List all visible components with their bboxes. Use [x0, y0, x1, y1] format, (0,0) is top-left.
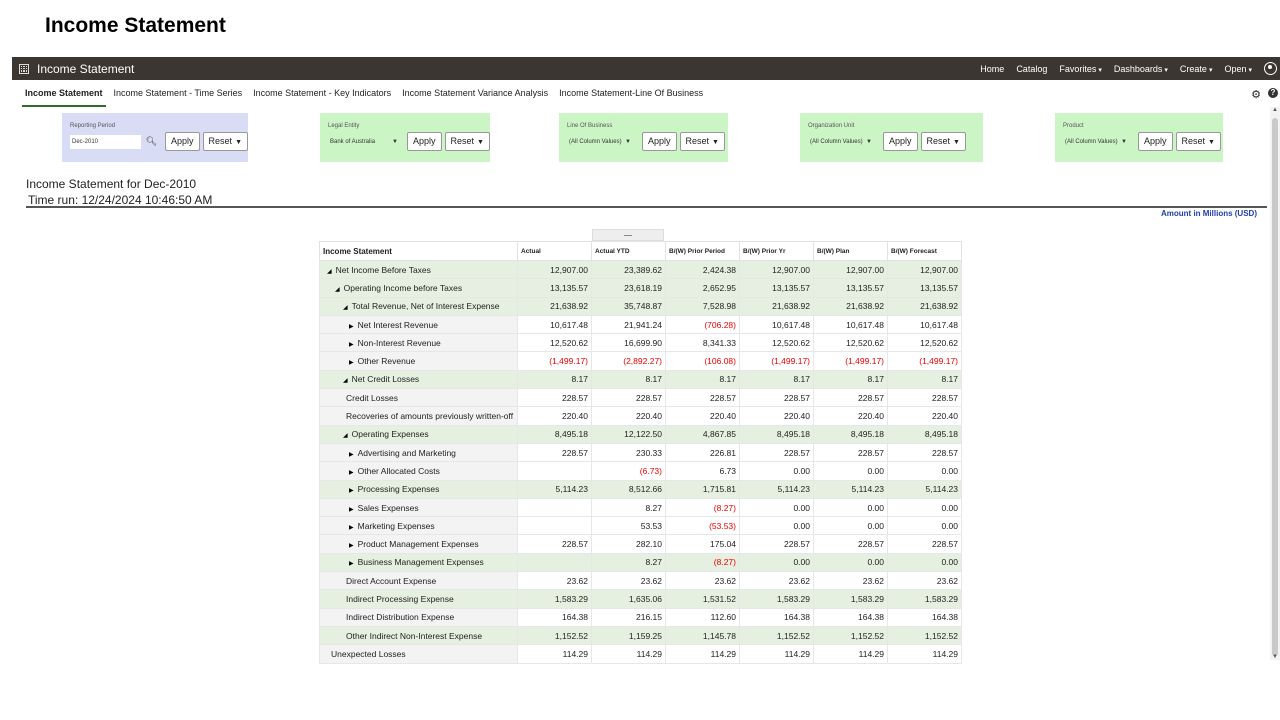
table-cell: 23,618.19: [592, 279, 666, 297]
table-cell: (8.27): [666, 553, 740, 571]
table-cell: 35,748.87: [592, 297, 666, 315]
table-cell: 114.29: [814, 645, 888, 663]
table-cell: (1,499.17): [518, 352, 592, 370]
table-cell: 220.40: [666, 407, 740, 425]
expand-icon[interactable]: ▶: [349, 543, 354, 550]
search-icon[interactable]: 🔍︎: [145, 136, 158, 146]
table-row: [320, 407, 962, 425]
table-cell: 23.62: [740, 572, 814, 590]
column-header[interactable]: Actual YTD: [592, 242, 666, 261]
table-cell: 1,583.29: [740, 590, 814, 608]
table-row: [320, 498, 962, 516]
table-cell: 8,495.18: [814, 425, 888, 443]
table-row: [320, 535, 962, 553]
tab-2[interactable]: Income Statement - Key Indicators: [253, 88, 392, 98]
row-label: Recoveries of amounts previously written-off: [346, 411, 514, 422]
row-label: Other Indirect Non-Interest Expense: [346, 630, 483, 641]
table-cell: 228.57: [814, 443, 888, 461]
expand-icon[interactable]: ▶: [349, 469, 354, 476]
table-cell: 114.29: [888, 645, 962, 663]
nav-dashboards[interactable]: Dashboards ▾: [1113, 63, 1168, 74]
caret-down-icon: ▼: [953, 139, 960, 146]
collapse-icon[interactable]: ◢: [343, 433, 348, 440]
table-row: [320, 334, 962, 352]
table-cell: 0.00: [888, 517, 962, 535]
table-row: [320, 279, 962, 297]
table-cell: 228.57: [888, 443, 962, 461]
apply-button[interactable]: Apply: [642, 132, 677, 151]
table-cell: 282.10: [592, 535, 666, 553]
row-label: Operating Income before Taxes: [343, 282, 463, 293]
table-cell: 8.17: [518, 370, 592, 388]
table-cell: 114.29: [518, 645, 592, 663]
reset-button[interactable]: Reset ▼: [921, 132, 966, 151]
row-label: Product Management Expenses: [357, 539, 479, 550]
table-cell: 220.40: [814, 407, 888, 425]
row-label: Non-Interest Revenue: [357, 337, 441, 348]
prompt-dropdown[interactable]: Bank of Australia ▼: [328, 135, 400, 149]
table-cell: 12,520.62: [888, 334, 962, 352]
table-cell: 8.27: [592, 498, 666, 516]
apply-button[interactable]: Apply: [1138, 132, 1173, 151]
table-cell: (1,499.17): [740, 352, 814, 370]
table-cell: [518, 553, 592, 571]
table-cell: (1,499.17): [888, 352, 962, 370]
prompt-line-of-business: [559, 113, 728, 162]
table-cell: 1,152.52: [740, 626, 814, 644]
row-label: Indirect Processing Expense: [346, 593, 454, 604]
slide-title: Income Statement: [45, 14, 226, 37]
table-cell: [518, 517, 592, 535]
prompt-reporting-period: [62, 113, 248, 162]
table-cell: 12,907.00: [740, 261, 814, 279]
row-label: Advertising and Marketing: [357, 447, 456, 458]
reset-button[interactable]: Reset ▼: [445, 132, 490, 151]
table-row: [320, 608, 962, 626]
table-cell: 1,145.78: [666, 626, 740, 644]
chevron-down-icon: ▾: [1164, 66, 1168, 74]
table-row: [320, 462, 962, 480]
table-cell: 0.00: [888, 498, 962, 516]
table-cell: 1,531.52: [666, 590, 740, 608]
table-cell: 8.17: [592, 370, 666, 388]
table-cell: 228.57: [666, 389, 740, 407]
row-label: Processing Expenses: [357, 484, 440, 495]
table-cell: 1,583.29: [814, 590, 888, 608]
table-cell: 23.62: [518, 572, 592, 590]
table-cell: 6.73: [666, 462, 740, 480]
table-cell: 228.57: [518, 535, 592, 553]
table-row: [320, 352, 962, 370]
table-cell: 230.33: [592, 443, 666, 461]
table-cell: 8.17: [740, 370, 814, 388]
table-cell: 114.29: [592, 645, 666, 663]
apply-button[interactable]: Apply: [165, 132, 200, 151]
apply-button[interactable]: Apply: [883, 132, 918, 151]
table-cell: 228.57: [518, 443, 592, 461]
reset-button[interactable]: Reset ▼: [680, 132, 725, 151]
table-cell: 2,652.95: [666, 279, 740, 297]
report-heading: [26, 177, 212, 207]
table-cell: 8.17: [814, 370, 888, 388]
nav-create[interactable]: Create ▾: [1179, 63, 1213, 74]
nav-open[interactable]: Open ▾: [1224, 63, 1252, 74]
table-cell: [518, 462, 592, 480]
tab-1[interactable]: Income Statement - Time Series: [113, 88, 243, 98]
table-cell: 8,495.18: [888, 425, 962, 443]
table-cell: 21,638.92: [740, 297, 814, 315]
table-cell: 1,152.52: [888, 626, 962, 644]
table-row: [320, 480, 962, 498]
table-cell: 4,867.85: [666, 425, 740, 443]
tab-bar: [12, 80, 1280, 107]
table-cell: 12,907.00: [888, 261, 962, 279]
table-row: [320, 590, 962, 608]
row-label: Sales Expenses: [357, 502, 419, 513]
global-nav: [980, 64, 1264, 74]
dropdown-arrow-icon: ▼: [625, 138, 631, 145]
row-label: Net Credit Losses: [351, 374, 420, 385]
table-cell: (8.27): [666, 498, 740, 516]
table-cell: 1,583.29: [518, 590, 592, 608]
tab-3[interactable]: Income Statement Variance Analysis: [402, 88, 549, 98]
table-cell: 1,159.25: [592, 626, 666, 644]
table-row: [320, 626, 962, 644]
table-row: [320, 370, 962, 388]
nav-favorites[interactable]: Favorites ▾: [1059, 63, 1102, 74]
table-cell: 228.57: [740, 389, 814, 407]
vertical-scrollbar[interactable]: [1270, 107, 1280, 660]
table-cell: 216.15: [592, 608, 666, 626]
prompt-product: [1055, 113, 1223, 162]
table-cell: 16,699.90: [592, 334, 666, 352]
table-cell: 5,114.23: [888, 480, 962, 498]
table-cell: 114.29: [740, 645, 814, 663]
dropdown-arrow-icon: ▼: [1121, 138, 1127, 145]
table-cell: 1,152.52: [814, 626, 888, 644]
table-cell: 8,495.18: [518, 425, 592, 443]
row-label: Marketing Expenses: [357, 520, 435, 531]
table-cell: 220.40: [518, 407, 592, 425]
table-cell: 114.29: [666, 645, 740, 663]
column-header[interactable]: B/(W) Prior Period: [666, 242, 740, 261]
gear-icon[interactable]: ⚙: [1251, 89, 1261, 101]
expand-icon[interactable]: ▶: [349, 506, 354, 513]
table-cell: 53.53: [592, 517, 666, 535]
prompt-label: Legal Entity: [328, 123, 360, 129]
table-cell: 23,389.62: [592, 261, 666, 279]
table-cell: (706.28): [666, 315, 740, 333]
table-cell: 8,512.66: [592, 480, 666, 498]
reporting-period-input[interactable]: Dec-2010: [70, 135, 141, 149]
expand-icon[interactable]: ▶: [349, 451, 354, 458]
table-cell: 8.27: [592, 553, 666, 571]
table-cell: 8,495.18: [740, 425, 814, 443]
top-bar: [12, 57, 1280, 80]
table-cell: 13,135.57: [518, 279, 592, 297]
amount-note: Amount in Millions (USD): [1161, 209, 1257, 218]
nav-catalog[interactable]: Catalog: [1016, 63, 1048, 74]
report-title: Income Statement for Dec-2010: [26, 177, 197, 191]
table-row: [320, 572, 962, 590]
expand-icon[interactable]: ▶: [349, 341, 354, 348]
table-cell: (1,499.17): [814, 352, 888, 370]
collapse-icon[interactable]: ◢: [343, 378, 348, 385]
table-cell: 8,341.33: [666, 334, 740, 352]
prompt-legal-entity: [320, 113, 490, 162]
table-cell: 21,941.24: [592, 315, 666, 333]
column-header[interactable]: Income Statement: [320, 242, 518, 261]
row-label: Unexpected Losses: [331, 648, 406, 659]
table-cell: 220.40: [740, 407, 814, 425]
table-cell: 10,617.48: [518, 315, 592, 333]
table-cell: (6.73): [592, 462, 666, 480]
nav-home[interactable]: Home: [980, 63, 1005, 74]
table-cell: 228.57: [740, 535, 814, 553]
prompt-dropdown[interactable]: (All Column Values) ▼: [567, 135, 633, 149]
caret-down-icon: ▼: [477, 139, 484, 146]
table-cell: 0.00: [888, 462, 962, 480]
collapse-icon[interactable]: ◢: [327, 268, 332, 275]
scrollbar-thumb[interactable]: [1272, 118, 1278, 656]
chevron-down-icon: ▾: [1248, 66, 1252, 74]
table-cell: 0.00: [814, 553, 888, 571]
table-cell: 13,135.57: [740, 279, 814, 297]
table-cell: 164.38: [518, 608, 592, 626]
table-row: [320, 645, 962, 663]
row-label: Other Allocated Costs: [357, 465, 440, 476]
row-label: Net Interest Revenue: [357, 319, 438, 330]
expand-icon[interactable]: ▶: [349, 524, 354, 531]
table-cell: 8.17: [888, 370, 962, 388]
table-row: [320, 553, 962, 571]
app-menu-icon[interactable]: [19, 64, 29, 74]
table-cell: 10,617.48: [814, 315, 888, 333]
caret-down-icon: ▼: [1208, 139, 1215, 146]
table-cell: 0.00: [814, 498, 888, 516]
expand-icon[interactable]: ▶: [349, 561, 354, 568]
tab-0[interactable]: Income Statement: [22, 88, 106, 107]
column-header[interactable]: B/(W) Forecast: [888, 242, 962, 261]
table-row: [320, 443, 962, 461]
table-cell: 23.62: [814, 572, 888, 590]
table-cell: 10,617.48: [888, 315, 962, 333]
table-cell: 0.00: [888, 553, 962, 571]
table-cell: 0.00: [740, 462, 814, 480]
row-label: Total Revenue, Net of Interest Expense: [351, 301, 500, 312]
table-cell: 7,528.98: [666, 297, 740, 315]
tab-4[interactable]: Income Statement-Line Of Business: [559, 88, 704, 98]
table-cell: 228.57: [518, 389, 592, 407]
column-header[interactable]: Actual: [518, 242, 592, 261]
table-cell: 12,520.62: [518, 334, 592, 352]
column-header[interactable]: B/(W) Plan: [814, 242, 888, 261]
row-label: Direct Account Expense: [346, 575, 437, 586]
table-cell: 220.40: [592, 407, 666, 425]
table-cell: 228.57: [814, 389, 888, 407]
table-cell: 0.00: [740, 517, 814, 535]
table-cell: 228.57: [814, 535, 888, 553]
prompt-label: Line Of Business: [567, 123, 613, 129]
table-cell: 164.38: [814, 608, 888, 626]
table-cell: 21,638.92: [518, 297, 592, 315]
table-cell: 1,152.52: [518, 626, 592, 644]
table-cell: 2,424.38: [666, 261, 740, 279]
prompt-bar: [12, 107, 1280, 162]
table-cell: 112.60: [666, 608, 740, 626]
table-cell: 175.04: [666, 535, 740, 553]
table-cell: 8.17: [666, 370, 740, 388]
table-row: [320, 389, 962, 407]
scroll-down-icon[interactable]: ▼: [1272, 654, 1278, 660]
row-label: Indirect Distribution Expense: [346, 612, 455, 623]
table-row: [320, 315, 962, 333]
row-label: Operating Expenses: [351, 429, 429, 440]
chevron-down-icon: ▾: [1098, 66, 1102, 74]
app-title: Income Statement: [37, 61, 135, 76]
table-cell: 23.62: [888, 572, 962, 590]
table-cell: 12,520.62: [740, 334, 814, 352]
dropdown-arrow-icon: ▼: [866, 138, 872, 145]
row-label: Other Revenue: [357, 356, 416, 367]
expand-icon[interactable]: ▶: [349, 360, 354, 367]
table-cell: 21,638.92: [888, 297, 962, 315]
apply-button[interactable]: Apply: [407, 132, 442, 151]
table-cell: 220.40: [888, 407, 962, 425]
scroll-up-icon[interactable]: ▲: [1272, 107, 1278, 113]
expand-icon[interactable]: ▶: [349, 323, 354, 330]
table-cell: 164.38: [740, 608, 814, 626]
table-cell: (53.53): [666, 517, 740, 535]
table-cell: (106.08): [666, 352, 740, 370]
table-cell: 23.62: [666, 572, 740, 590]
table-cell: (2,892.27): [592, 352, 666, 370]
table-cell: 12,520.62: [814, 334, 888, 352]
table-cell: 21,638.92: [814, 297, 888, 315]
caret-down-icon: ▼: [235, 139, 242, 146]
column-drag-handle[interactable]: [592, 229, 664, 241]
table-cell: 12,907.00: [814, 261, 888, 279]
prompt-label: Reporting Period: [70, 123, 116, 129]
row-label: Credit Losses: [346, 392, 398, 403]
prompt-label: Organization Unit: [808, 123, 855, 129]
table-row: [320, 517, 962, 535]
table-row: [320, 297, 962, 315]
table-cell: 1,583.29: [888, 590, 962, 608]
reset-button[interactable]: Reset ▼: [203, 132, 248, 151]
table-cell: 5,114.23: [814, 480, 888, 498]
table-cell: 5,114.23: [740, 480, 814, 498]
table-cell: 10,617.48: [740, 315, 814, 333]
table-cell: 12,122.50: [592, 425, 666, 443]
caret-down-icon: ▼: [712, 139, 719, 146]
table-cell: 0.00: [814, 462, 888, 480]
prompt-label: Product: [1063, 123, 1084, 129]
collapse-icon[interactable]: ◢: [335, 286, 340, 293]
row-label: Business Management Expenses: [357, 557, 484, 568]
collapse-icon[interactable]: ◢: [343, 305, 348, 312]
reset-button[interactable]: Reset ▼: [1176, 132, 1221, 151]
table-row: [320, 425, 962, 443]
table-cell: 23.62: [592, 572, 666, 590]
table-cell: 0.00: [814, 517, 888, 535]
app-window: [12, 57, 1280, 660]
expand-icon[interactable]: ▶: [349, 488, 354, 495]
table-cell: 0.00: [740, 498, 814, 516]
table-cell: 12,907.00: [518, 261, 592, 279]
income-statement-table: [319, 241, 962, 664]
table-cell: 228.57: [888, 389, 962, 407]
table-cell: 13,135.57: [814, 279, 888, 297]
prompt-organization-unit: [800, 113, 983, 162]
prompt-dropdown[interactable]: (All Column Values) ▼: [1063, 135, 1129, 149]
dropdown-arrow-icon: ▼: [392, 138, 398, 145]
table-cell: 1,635.06: [592, 590, 666, 608]
table-cell: 164.38: [888, 608, 962, 626]
table-cell: 5,114.23: [518, 480, 592, 498]
table-cell: 228.57: [592, 389, 666, 407]
user-icon[interactable]: [1264, 62, 1277, 75]
column-header[interactable]: B/(W) Prior Yr: [740, 242, 814, 261]
help-icon[interactable]: ?: [1268, 88, 1278, 98]
table-cell: [518, 498, 592, 516]
divider: [26, 206, 1267, 208]
time-run: Time run: 12/24/2024 10:46:50 AM: [28, 193, 213, 207]
prompt-dropdown[interactable]: (All Column Values) ▼: [808, 135, 874, 149]
chevron-down-icon: ▾: [1208, 66, 1213, 74]
table-cell: 0.00: [740, 553, 814, 571]
table-cell: 226.81: [666, 443, 740, 461]
table-cell: 1,715.81: [666, 480, 740, 498]
table-row: [320, 261, 962, 279]
table-cell: 228.57: [888, 535, 962, 553]
table-cell: 228.57: [740, 443, 814, 461]
row-label: Net Income Before Taxes: [335, 264, 431, 275]
table-cell: 13,135.57: [888, 279, 962, 297]
